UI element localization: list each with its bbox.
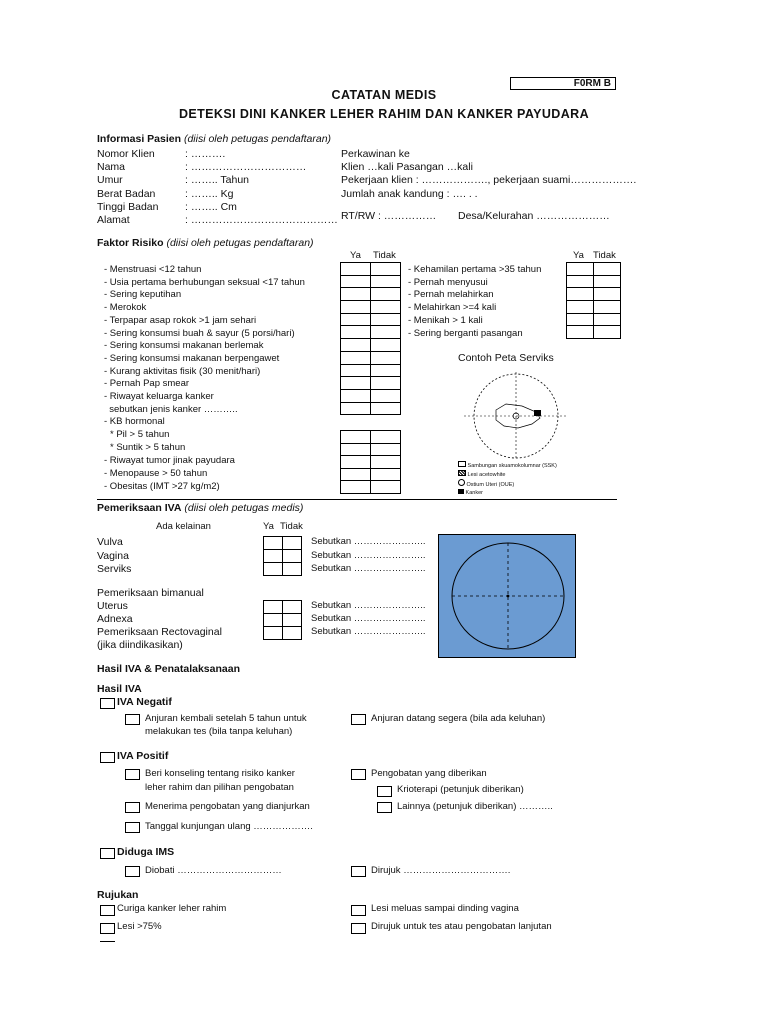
- pos-krioterapi-checkbox[interactable]: [377, 786, 392, 797]
- tidak-cell[interactable]: [371, 351, 401, 364]
- risk-left-grid[interactable]: [340, 262, 401, 415]
- risk-item: sebutkan jenis kanker ………..: [104, 403, 238, 415]
- ya-cell[interactable]: [341, 313, 371, 326]
- iva-row-label: Vulva: [97, 536, 123, 548]
- tidak-cell[interactable]: [283, 563, 302, 576]
- ya-cell[interactable]: [341, 431, 371, 444]
- risk-item: - Terpapar asap rokok >1 jam sehari: [104, 314, 257, 326]
- ya-cell[interactable]: [341, 364, 371, 377]
- risk-item: - Sering konsumsi makanan berpengawet: [104, 352, 280, 364]
- tidak-cell[interactable]: [371, 377, 401, 390]
- ims-diobati-checkbox[interactable]: [125, 866, 140, 877]
- ya-cell[interactable]: [567, 288, 594, 301]
- info-label: Alamat: [97, 214, 130, 226]
- tidak-cell[interactable]: [371, 288, 401, 301]
- ya-cell[interactable]: [341, 351, 371, 364]
- iva-col-ya: Ya: [263, 521, 274, 532]
- ya-cell[interactable]: [264, 627, 283, 640]
- tidak-cell[interactable]: [371, 389, 401, 402]
- neg-anjuran-kembali-2: melakukan tes (bila tanpa keluhan): [145, 726, 293, 737]
- info-right-line: Klien …kali Pasangan …kali: [341, 161, 473, 174]
- tidak-cell[interactable]: [283, 537, 302, 550]
- tidak-cell[interactable]: [371, 443, 401, 456]
- tidak-cell[interactable]: [371, 275, 401, 288]
- rt-rw: RT/RW : ……………: [341, 210, 437, 222]
- tidak-cell[interactable]: [594, 275, 621, 288]
- pos-lainnya: Lainnya (petunjuk diberikan) ………..: [397, 801, 553, 812]
- neg-anjuran-kembali-1: Anjuran kembali setelah 5 tahun untuk: [145, 713, 307, 724]
- tidak-cell[interactable]: [283, 614, 302, 627]
- tidak-cell[interactable]: [371, 263, 401, 276]
- iva-grid-2[interactable]: [263, 600, 302, 640]
- desa-kelurahan: Desa/Kelurahan …………………: [458, 210, 610, 222]
- tidak-cell[interactable]: [371, 339, 401, 352]
- neg-anjuran-segera-checkbox[interactable]: [351, 714, 366, 725]
- sebutkan-field[interactable]: Sebutkan …………………..: [311, 536, 426, 547]
- tidak-cell[interactable]: [371, 431, 401, 444]
- ya-cell[interactable]: [341, 481, 371, 494]
- info-heading: Informasi Pasien (diisi oleh petugas pendaftaran): [97, 133, 332, 145]
- ims-dirujuk-checkbox[interactable]: [351, 866, 366, 877]
- iva-row-label: Adnexa: [97, 613, 133, 625]
- info-value: : …….. Cm: [185, 200, 237, 213]
- risk-item: - Kurang aktivitas fisik (30 menit/hari): [104, 365, 261, 377]
- rujukan-dirujuk: Dirujuk untuk tes atau pengobatan lanjutan: [371, 921, 552, 932]
- tidak-cell[interactable]: [283, 550, 302, 563]
- ya-cell[interactable]: [341, 288, 371, 301]
- risk-kb-item: - Menopause > 50 tahun: [104, 467, 208, 479]
- risk-kb-item: - KB hormonal: [104, 416, 165, 427]
- tidak-cell[interactable]: [371, 364, 401, 377]
- iva-row-label: Vagina: [97, 549, 129, 562]
- ya-cell[interactable]: [341, 443, 371, 456]
- pos-menerima-checkbox[interactable]: [125, 802, 140, 813]
- iva-positif-checkbox[interactable]: [100, 752, 115, 763]
- rujukan-lesi: Lesi >75%: [117, 921, 162, 932]
- pos-konseling-1: Beri konseling tentang risiko kanker: [145, 768, 295, 779]
- info-value: : ……………………………………: [185, 214, 338, 226]
- cervix-diagram[interactable]: [438, 534, 576, 658]
- rujukan-curiga-checkbox[interactable]: [100, 905, 115, 916]
- hasil-heading: Hasil IVA & Penatalaksanaan: [97, 663, 240, 675]
- risk-kb-grid[interactable]: [340, 430, 401, 494]
- neg-anjuran-segera: Anjuran datang segera (bila ada keluhan): [371, 713, 546, 724]
- risk-item: - Pernah Pap smear: [104, 378, 190, 390]
- section-divider: [97, 499, 617, 500]
- ya-cell[interactable]: [264, 537, 283, 550]
- info-label: Umur: [97, 174, 123, 187]
- neg-anjuran-kembali-checkbox[interactable]: [125, 714, 140, 725]
- sebutkan-field[interactable]: Sebutkan …………………..: [311, 626, 426, 637]
- info-label: Tinggi Badan: [97, 200, 159, 213]
- rujukan-dirujuk-checkbox[interactable]: [351, 923, 366, 934]
- peta-legend: Sambungan skuamokolumnar (SSK) Lesi acetowhite Ostium Uteri (OUE) Kanker: [458, 461, 557, 497]
- ya-cell[interactable]: [341, 389, 371, 402]
- peta-title: Contoh Peta Serviks: [458, 352, 554, 364]
- risk-kb-item: - Riwayat tumor jinak payudara: [104, 454, 235, 466]
- pos-tanggal-checkbox[interactable]: [125, 822, 140, 833]
- risk-item: - Merokok: [104, 302, 147, 314]
- risk-item: - Menstruasi <12 tahun: [104, 264, 202, 275]
- ya-cell[interactable]: [567, 313, 594, 326]
- risk-item: - Sering konsumsi makanan berlemak: [104, 340, 264, 352]
- info-label: Nomor Klien: [97, 148, 155, 160]
- pos-konseling-checkbox[interactable]: [125, 769, 140, 780]
- tidak-cell[interactable]: [594, 301, 621, 314]
- ya-cell[interactable]: [341, 468, 371, 481]
- pos-konseling-2: leher rahim dan pilihan pengobatan: [145, 782, 294, 793]
- info-label: Berat Badan: [97, 187, 156, 200]
- info-value: : ……….: [185, 148, 226, 160]
- iva-row-label: Uterus: [97, 600, 128, 612]
- info-value: : …….. Kg: [185, 187, 234, 200]
- sebutkan-field[interactable]: Sebutkan …………………..: [311, 600, 426, 611]
- pos-menerima: Menerima pengobatan yang dianjurkan: [145, 801, 310, 812]
- ya-cell[interactable]: [341, 275, 371, 288]
- rujukan-meluas: Lesi meluas sampai dinding vagina: [371, 903, 519, 914]
- ya-cell[interactable]: [264, 614, 283, 627]
- info-value: : ……………………………: [185, 161, 307, 174]
- risk-col-tidak-right: Tidak: [593, 250, 616, 261]
- ya-cell[interactable]: [341, 402, 371, 415]
- pos-lainnya-checkbox[interactable]: [377, 802, 392, 813]
- ya-cell[interactable]: [341, 263, 371, 276]
- ims-dirujuk: Dirujuk …………………………….: [371, 865, 511, 876]
- ya-cell[interactable]: [341, 377, 371, 390]
- ims-label: Diduga IMS: [117, 846, 175, 858]
- risk-kb-item: * Pil > 5 tahun: [110, 428, 170, 440]
- ya-cell[interactable]: [341, 326, 371, 339]
- risk-item: - Usia pertama berhubungan seksual <17 tahun: [104, 276, 305, 288]
- tidak-cell[interactable]: [594, 288, 621, 301]
- pos-krioterapi: Krioterapi (petunjuk diberikan): [397, 784, 524, 795]
- risk-right-item: - Melahirkan >=4 kali: [408, 302, 497, 314]
- ya-cell[interactable]: [567, 301, 594, 314]
- risk-item: - Riwayat keluarga kanker: [104, 391, 214, 402]
- rujukan-meluas-checkbox[interactable]: [351, 905, 366, 916]
- risk-right-item: - Kehamilan pertama >35 tahun: [408, 264, 542, 275]
- pos-tanggal: Tanggal kunjungan ulang ……………….: [145, 821, 313, 832]
- tidak-cell[interactable]: [371, 468, 401, 481]
- tidak-cell[interactable]: [371, 402, 401, 415]
- iva-row-label: Serviks: [97, 563, 132, 575]
- ya-cell[interactable]: [567, 275, 594, 288]
- ya-cell[interactable]: [264, 601, 283, 614]
- ya-cell[interactable]: [341, 456, 371, 469]
- ya-cell[interactable]: [567, 263, 594, 276]
- ims-checkbox[interactable]: [100, 848, 115, 859]
- info-label: Nama: [97, 161, 126, 174]
- iva-col-tidak: Tidak: [280, 521, 303, 532]
- ya-cell[interactable]: [341, 339, 371, 352]
- iva-negatif-label: IVA Negatif: [117, 696, 172, 708]
- bimanual-label: Pemeriksaan bimanual: [97, 587, 204, 599]
- tidak-cell[interactable]: [371, 313, 401, 326]
- tidak-cell[interactable]: [371, 326, 401, 339]
- risk-kb-item: - Obesitas (IMT >27 kg/m2): [104, 480, 220, 492]
- sebutkan-field[interactable]: Sebutkan …………………..: [311, 563, 426, 574]
- ya-cell[interactable]: [567, 326, 594, 339]
- risk-right-grid[interactable]: [566, 262, 621, 339]
- pos-pengobatan-checkbox[interactable]: [351, 769, 366, 780]
- cervix-map-example: [462, 372, 572, 462]
- trailing-dash: [100, 941, 115, 942]
- rujukan-curiga: Curiga kanker leher rahim: [117, 903, 227, 914]
- risk-right-item: - Menikah > 1 kali: [408, 314, 483, 326]
- risk-col-ya-right: Ya: [573, 250, 584, 261]
- tidak-cell[interactable]: [371, 481, 401, 494]
- tidak-cell[interactable]: [594, 326, 621, 339]
- risk-col-ya: Ya: [350, 250, 361, 261]
- risk-right-item: - Pernah menyusui: [408, 276, 488, 288]
- rujukan-lesi-checkbox[interactable]: [100, 923, 115, 934]
- iva-heading: Pemeriksaan IVA (diisi oleh petugas medis): [97, 502, 304, 514]
- info-right-line: Jumlah anak kandung : …. . .: [341, 187, 478, 200]
- risk-item: - Sering konsumsi buah & sayur (5 porsi/hari): [104, 327, 295, 339]
- rectovaginal-note: (jika diindikasikan): [97, 639, 183, 651]
- ya-cell[interactable]: [264, 563, 283, 576]
- ya-cell[interactable]: [341, 301, 371, 314]
- risk-col-tidak: Tidak: [373, 250, 396, 261]
- ims-diobati: Diobati ……………………………: [145, 865, 282, 876]
- pos-pengobatan: Pengobatan yang diberikan: [371, 768, 487, 779]
- risk-kb-item: * Suntik > 5 tahun: [110, 441, 186, 453]
- iva-negatif-checkbox[interactable]: [100, 698, 115, 709]
- tidak-cell[interactable]: [283, 601, 302, 614]
- title-line-1: CATATAN MEDIS: [331, 88, 437, 102]
- sebutkan-field[interactable]: Sebutkan …………………..: [311, 549, 426, 561]
- ada-kelainan: Ada kelainan: [156, 521, 211, 532]
- sebutkan-field[interactable]: Sebutkan …………………..: [311, 613, 426, 624]
- risk-right-item: - Pernah melahirkan: [408, 289, 494, 301]
- risk-item: - Sering keputihan: [104, 289, 182, 301]
- rujukan-heading: Rujukan: [97, 889, 139, 901]
- tidak-cell[interactable]: [594, 263, 621, 276]
- info-value: : …….. Tahun: [185, 174, 250, 187]
- tidak-cell[interactable]: [283, 627, 302, 640]
- iva-positif-label: IVA Positif: [117, 750, 169, 762]
- tidak-cell[interactable]: [371, 301, 401, 314]
- hasil-sub: Hasil IVA: [97, 683, 142, 695]
- title-line-2: DETEKSI DINI KANKER LEHER RAHIM DAN KANKER PAYUDARA: [178, 107, 589, 121]
- iva-grid-1[interactable]: [263, 536, 302, 576]
- form-label: F0RM B: [510, 77, 616, 90]
- info-right-line: Perkawinan ke: [341, 148, 410, 160]
- tidak-cell[interactable]: [371, 456, 401, 469]
- info-right-line: Pekerjaan klien : ………………., pekerjaan suami……………….: [341, 174, 637, 187]
- tidak-cell[interactable]: [594, 313, 621, 326]
- risk-heading: Faktor Risiko (diisi oleh petugas pendaftaran): [97, 237, 314, 249]
- iva-row-label: Pemeriksaan Rectovaginal: [97, 626, 222, 638]
- risk-right-item: - Sering berganti pasangan: [408, 327, 523, 339]
- ya-cell[interactable]: [264, 550, 283, 563]
